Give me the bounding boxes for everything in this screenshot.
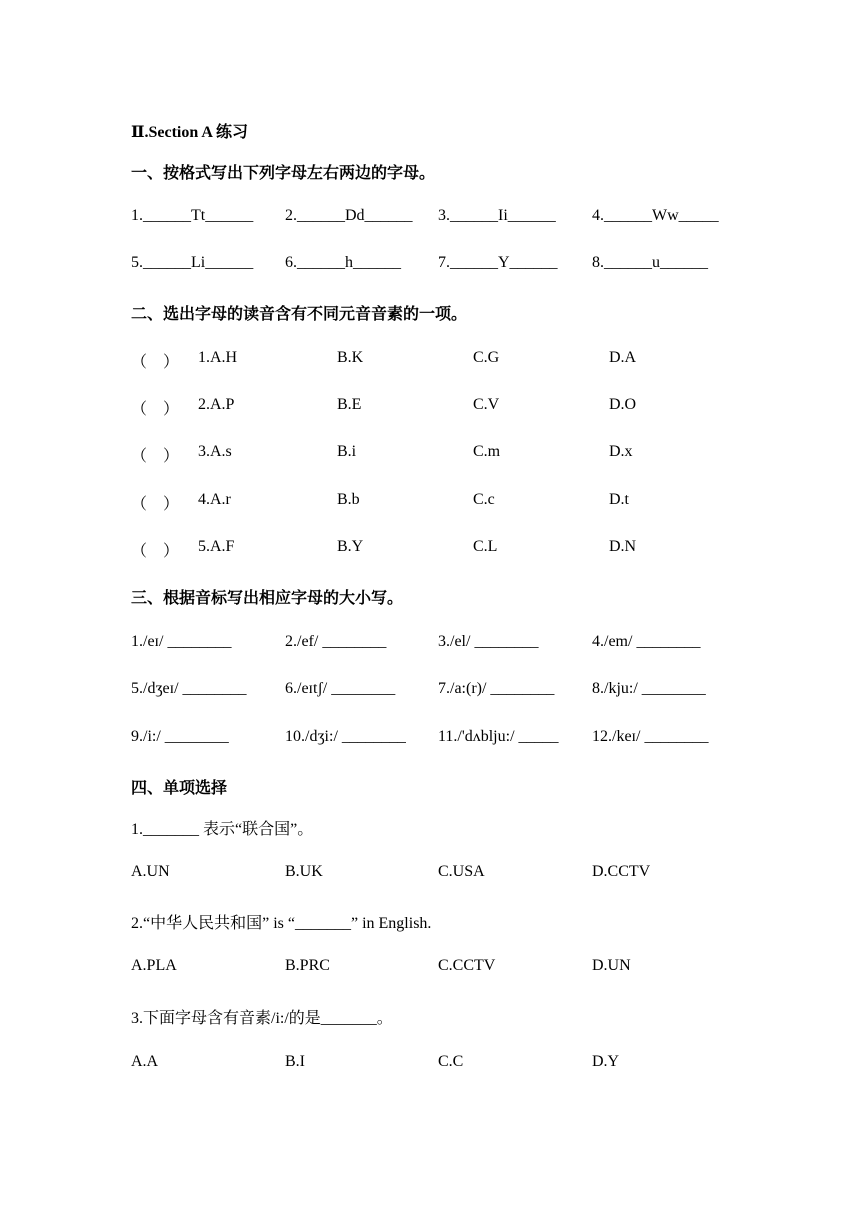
option-d: D.Y xyxy=(592,1053,620,1070)
option-b: B.PRC xyxy=(285,957,330,974)
option-c: C.G xyxy=(473,349,500,366)
part1-item-5: 5.______Li______ xyxy=(131,254,254,271)
option-a: 4.A.r xyxy=(198,491,231,508)
answer-bracket: （ ） xyxy=(131,448,180,465)
phonetic-item: 12./keɪ/ ________ xyxy=(592,728,709,745)
option-a: 3.A.s xyxy=(198,443,232,460)
option-c: C.V xyxy=(473,396,500,413)
option-d: D.A xyxy=(609,349,637,366)
part1-title: 一、按格式写出下列字母左右两边的字母。 xyxy=(131,165,436,182)
option-b: B.I xyxy=(285,1053,305,1070)
option-a: A.UN xyxy=(131,863,170,880)
question-options-2 xyxy=(131,957,751,979)
option-c: C.c xyxy=(473,491,495,508)
option-d: D.O xyxy=(609,396,637,413)
phonetic-item: 5./dʒeɪ/ ________ xyxy=(131,680,247,697)
part1-item-3: 3.______Ii______ xyxy=(438,207,556,224)
phonetic-item: 4./em/ ________ xyxy=(592,633,701,650)
answer-bracket: （ ） xyxy=(131,354,180,371)
question-stem-1: 1._______ 表示“联合国”。 xyxy=(131,821,314,838)
part2-question-4 xyxy=(131,491,751,513)
part3-row-2 xyxy=(131,680,751,702)
part1-item-1: 1.______Tt______ xyxy=(131,207,254,224)
option-a: A.A xyxy=(131,1053,159,1070)
phonetic-item: 8./kju:/ ________ xyxy=(592,680,706,697)
option-c: C.L xyxy=(473,538,498,555)
question-stem-2: 2.“中华人民共和国” is “_______” in English. xyxy=(131,915,432,932)
phonetic-item: 9./i:/ ________ xyxy=(131,728,229,745)
part2-question-1 xyxy=(131,349,751,371)
option-a: A.PLA xyxy=(131,957,177,974)
question-stem-3: 3.下面字母含有音素/i:/的是_______。 xyxy=(131,1010,393,1027)
part2-question-3 xyxy=(131,443,751,465)
option-d: D.x xyxy=(609,443,633,460)
phonetic-item: 11./'dʌblju:/ _____ xyxy=(438,728,559,745)
part1-item-6: 6.______h______ xyxy=(285,254,401,271)
option-d: D.N xyxy=(609,538,637,555)
phonetic-item: 6./eɪtʃ/ ________ xyxy=(285,680,396,697)
part1-row-2 xyxy=(131,254,751,276)
section-title: Ⅱ.Section A 练习 xyxy=(131,124,249,141)
part1-item-7: 7.______Y______ xyxy=(438,254,558,271)
option-a: 2.A.P xyxy=(198,396,235,413)
option-b: B.UK xyxy=(285,863,323,880)
option-c: C.C xyxy=(438,1053,464,1070)
part3-title: 三、根据音标写出相应字母的大小写。 xyxy=(131,590,404,607)
option-b: B.i xyxy=(337,443,357,460)
option-c: C.USA xyxy=(438,863,485,880)
phonetic-item: 1./eɪ/ ________ xyxy=(131,633,232,650)
option-d: D.t xyxy=(609,491,629,508)
question-options-3 xyxy=(131,1053,751,1075)
phonetic-item: 3./el/ ________ xyxy=(438,633,539,650)
answer-bracket: （ ） xyxy=(131,401,180,418)
phonetic-item: 10./dʒi:/ ________ xyxy=(285,728,406,745)
answer-bracket: （ ） xyxy=(131,543,180,560)
answer-bracket: （ ） xyxy=(131,496,180,513)
part1-item-8: 8.______u______ xyxy=(592,254,708,271)
part2-question-5 xyxy=(131,538,751,560)
part2-question-2 xyxy=(131,396,751,418)
part3-row-1 xyxy=(131,633,751,655)
option-a: 1.A.H xyxy=(198,349,238,366)
part1-row-1 xyxy=(131,207,751,229)
option-d: D.UN xyxy=(592,957,631,974)
part1-item-4: 4.______Ww_____ xyxy=(592,207,719,224)
option-c: C.CCTV xyxy=(438,957,496,974)
question-options-1 xyxy=(131,863,751,885)
option-c: C.m xyxy=(473,443,501,460)
option-b: B.E xyxy=(337,396,362,413)
option-b: B.b xyxy=(337,491,360,508)
phonetic-item: 7./a:(r)/ ________ xyxy=(438,680,555,697)
part1-item-2: 2.______Dd______ xyxy=(285,207,413,224)
part4-title: 四、单项选择 xyxy=(131,780,228,797)
option-d: D.CCTV xyxy=(592,863,651,880)
part3-row-3 xyxy=(131,728,751,750)
option-b: B.Y xyxy=(337,538,364,555)
option-a: 5.A.F xyxy=(198,538,235,555)
part2-title: 二、选出字母的读音含有不同元音音素的一项。 xyxy=(131,306,468,323)
option-b: B.K xyxy=(337,349,364,366)
phonetic-item: 2./ef/ ________ xyxy=(285,633,387,650)
